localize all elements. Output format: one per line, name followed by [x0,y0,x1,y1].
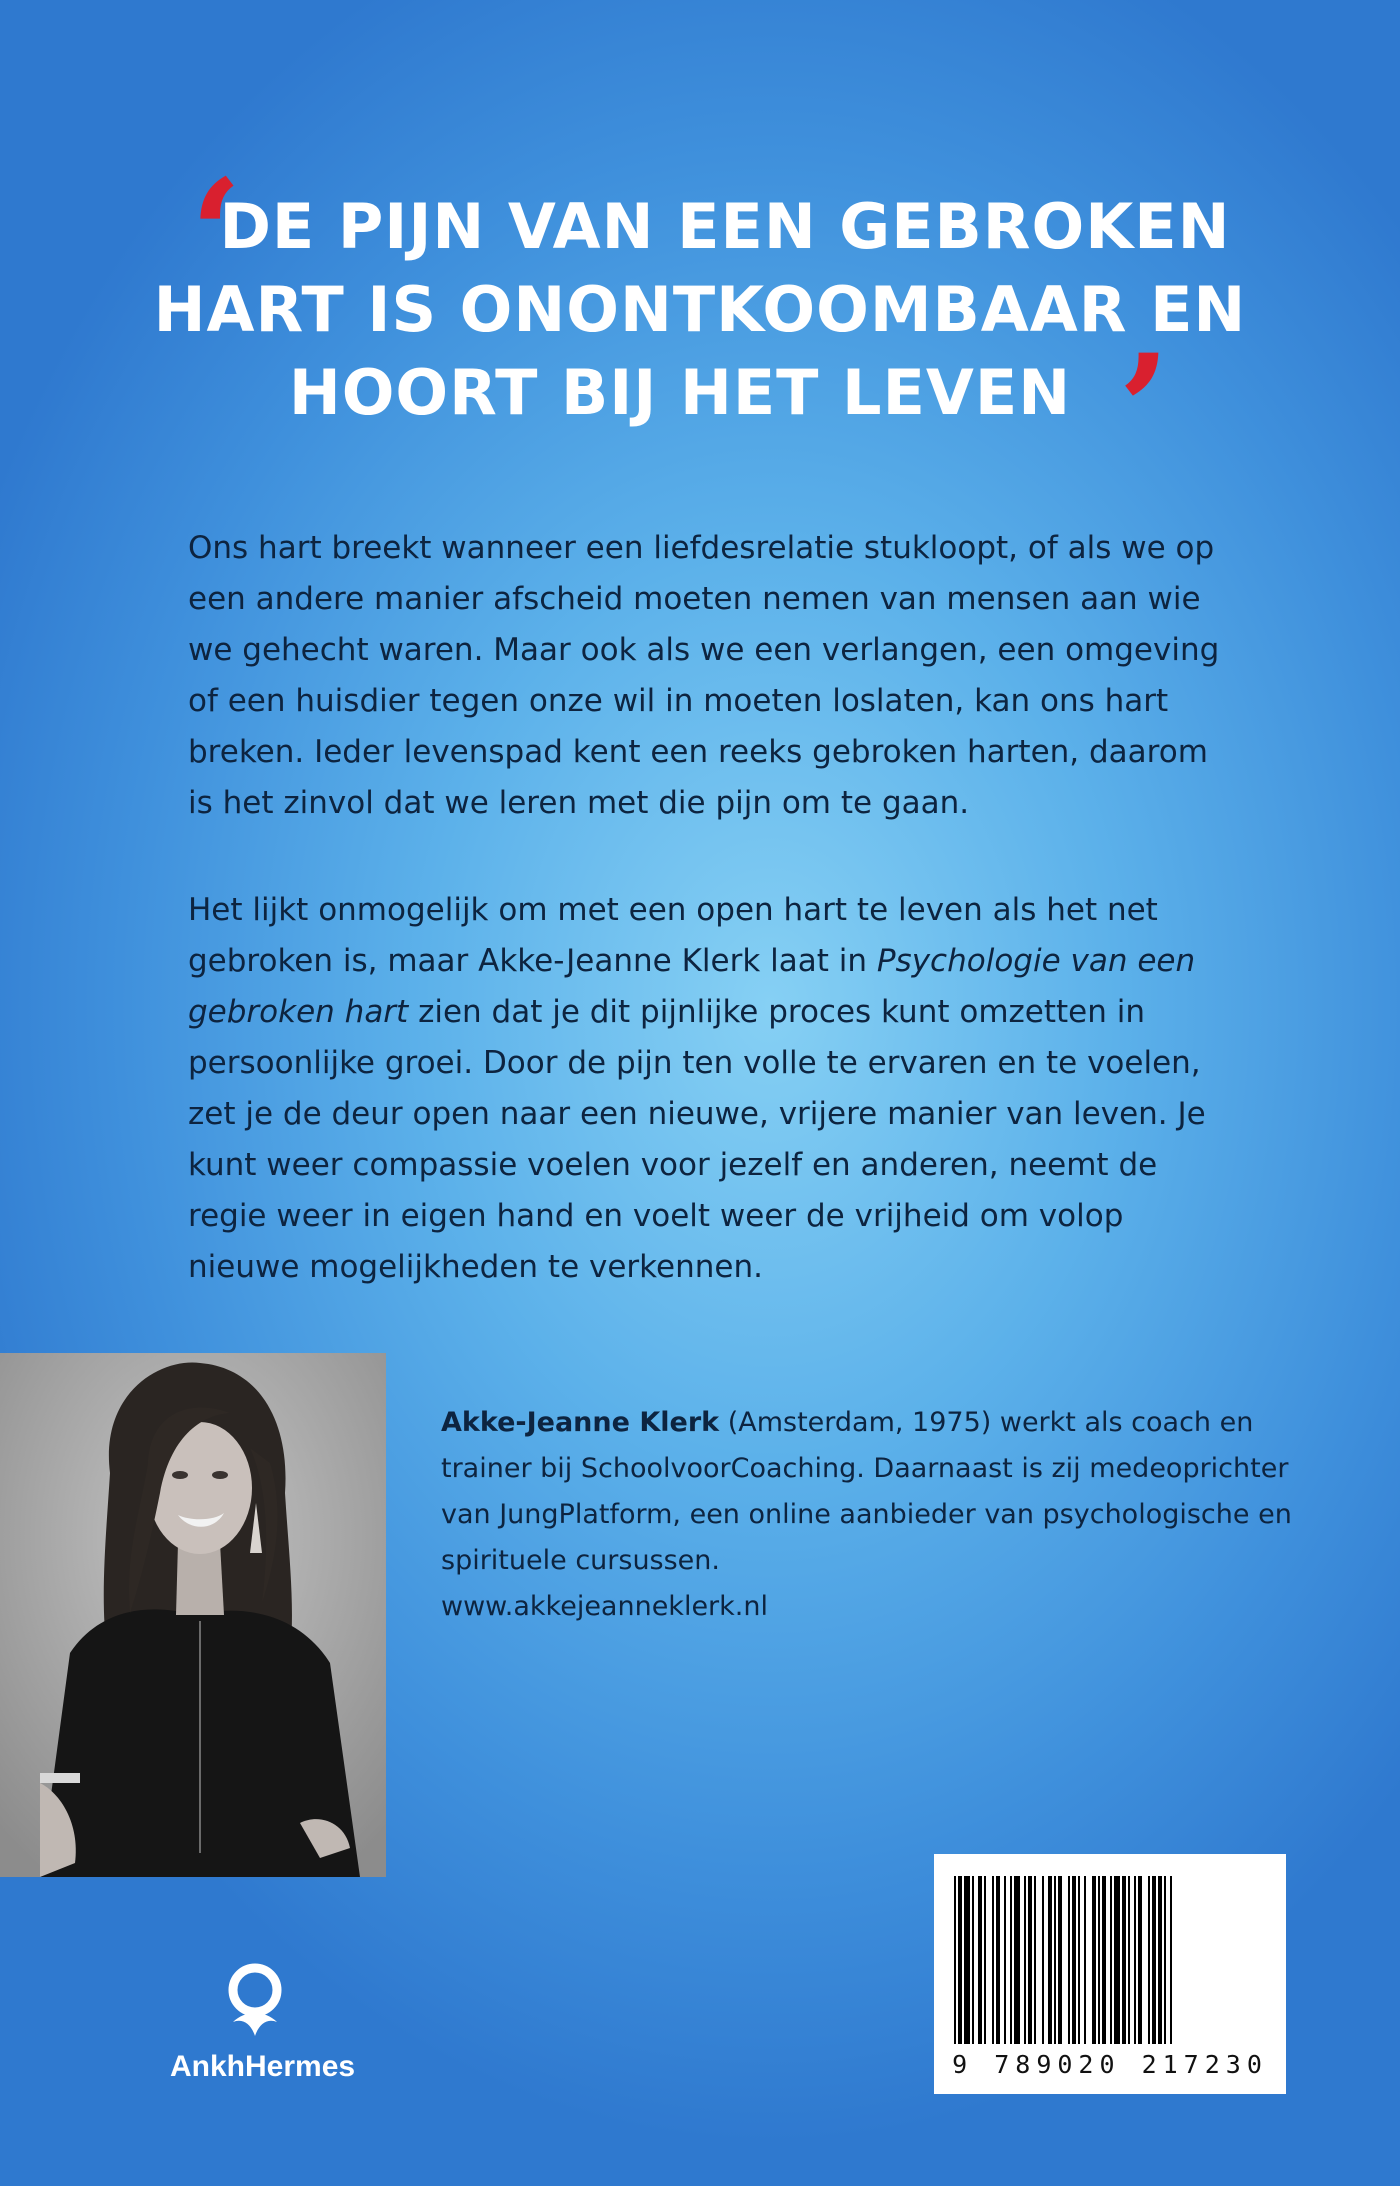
author-photo [0,1353,386,1877]
isbn-number: 9 789020 217230 [952,2050,1268,2079]
barcode-bar [1010,1876,1012,2044]
barcode [934,1854,1286,2094]
barcode-bar [972,1876,974,2044]
barcode-bar [1164,1876,1166,2044]
barcode-bar [1034,1876,1036,2044]
barcode-bar [964,1876,970,2044]
barcode-bar [992,1876,994,2044]
barcode-bars [952,1876,1268,2044]
barcode-bar [1134,1876,1136,2044]
barcode-bar [1068,1876,1070,2044]
quote-line-2: HART IS ONONTKOOMBAAR EN [153,273,1247,346]
barcode-bar [1092,1876,1096,2044]
barcode-bar [1110,1876,1112,2044]
barcode-bar [984,1876,986,2044]
ankhhermes-logo-icon [215,1960,295,2040]
barcode-bar [1098,1876,1100,2044]
barcode-bar [1014,1876,1020,2044]
book-title-italic: Psychologie van een gebroken hart [188,943,1196,1030]
barcode-bar [1028,1876,1032,2044]
author-bio [441,1400,1301,1630]
barcode-bar [1114,1876,1120,2044]
barcode-bar [1138,1876,1142,2044]
barcode-bar [1152,1876,1156,2044]
barcode-bar [1072,1876,1076,2044]
barcode-bar [1158,1876,1162,2044]
quote-line-3: HOORT BIJ HET LEVEN [288,356,1072,429]
blurb-paragraph-2 [188,885,1228,1293]
author-name: Akke-Jeanne Klerk [441,1407,720,1438]
closing-quote-mark: ’ [1118,322,1171,498]
barcode-bar [1004,1876,1006,2044]
publisher-logo [170,1960,356,2084]
blurb-paragraph-2-end: zien dat je dit pijnlijke proces kunt omzetten in persoonlijke groei. Door de pijn ten volle te ervaren en te voelen, zet je de deur open naar een nieuwe, vrijere manier van leven. Je kunt weer compassie voelen voor jezelf en anderen, neemt de regie weer in eigen hand en voelt weer de vrijheid om volop nieuwe mogelijkheden te verkennen. [188,994,1206,1285]
barcode-bar [1148,1876,1150,2044]
barcode-bar [1084,1876,1086,2044]
author-portrait-illustration [0,1353,386,1877]
pull-quote [0,185,1400,434]
barcode-bar [1048,1876,1052,2044]
barcode-bar [954,1876,956,2044]
author-website: www.akkejeanneklerk.nl [441,1591,768,1622]
barcode-bar [1170,1876,1172,2044]
barcode-bar [1054,1876,1056,2044]
barcode-bar [1078,1876,1080,2044]
barcode-bar [1024,1876,1026,2044]
quote-line-1: DE PIJN VAN EEN GEBROKEN [219,190,1231,263]
barcode-bar [996,1876,1000,2044]
blurb-paragraph-1: Ons hart breekt wanneer een liefdesrelatie stukloopt, of als we op een andere manier afscheid moeten nemen van mensen aan wie we gehecht waren. Maar ook als we een verlangen, een omgeving of een huisdier tegen onze wil in moeten loslaten, kan ons hart breken. Ieder levenspad kent een reeks gebroken harten, daarom is het zinvol dat we leren met die pijn om te gaan. [188,530,1220,821]
barcode-bar [1128,1876,1130,2044]
author-bio-text: (Amsterdam, 1975) werkt als coach en trainer bij SchoolvoorCoaching. Daarnaast is zij medeoprichter van JungPlatform, een online aanbieder van psychologische en spirituele cursussen. [441,1407,1292,1576]
barcode-bar [978,1876,982,2044]
blurb-paragraph-2-start: Het lijkt onmogelijk om met een open hart te leven als het net gebroken is, maar Akke-Jeanne Klerk laat in [188,892,1158,979]
barcode-bar [958,1876,962,2044]
publisher-name: AnkhHermes [170,2050,356,2083]
opening-quote-mark: ‘ [190,147,243,323]
barcode-bar [1058,1876,1062,2044]
barcode-bar [1042,1876,1044,2044]
barcode-bar [1122,1876,1126,2044]
barcode-bar [1102,1876,1106,2044]
